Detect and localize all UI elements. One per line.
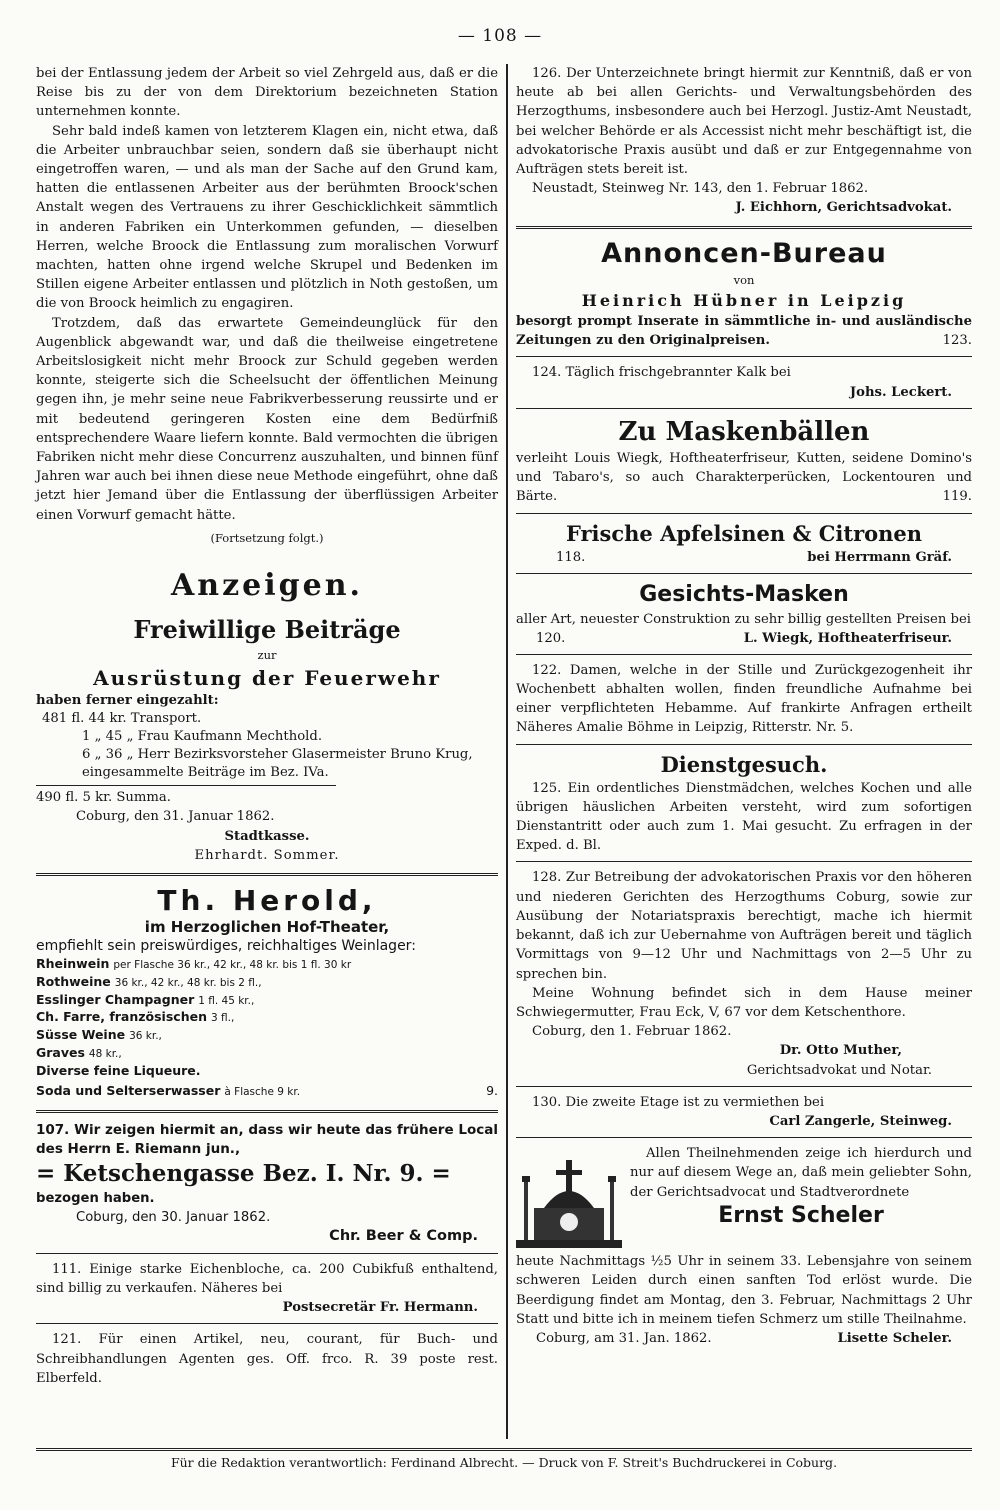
gesichts-text: aller Art, neuester Construktion zu sehr billig gestellten Preisen bei	[516, 611, 971, 627]
herold-number: 9.	[486, 1082, 498, 1098]
beitraege-zur: zur	[257, 648, 277, 663]
annoncen-advert	[516, 237, 972, 351]
contribution-line: 6 „ 36 „ Herr Bezirksvorsteher Glasermeister Bruno Krug, eingesammelte Beiträge im Bez. IVa.	[82, 747, 473, 781]
kalk-text: 124. Täglich frischgebrannter Kalk bei	[532, 365, 791, 381]
beer-signer: Chr. Beer & Comp.	[329, 1228, 478, 1245]
article-paragraph: bei der Entlassung jedem der Arbeit so viel Zehrgeld aus, daß er die Reise bis zu der von dem Direktorium bezeichneten Station unternehmen konnte.	[36, 66, 498, 120]
annoncen-text: besorgt prompt Inserate in sämmtliche in- und ausländische Zeitungen zu den Originalpreisen.	[516, 313, 972, 349]
apfel-number: 118.	[556, 549, 586, 565]
annoncen-title: Annoncen-Bureau	[601, 237, 887, 269]
muther-signer: Dr. Otto Muther,	[779, 1043, 902, 1059]
wine-item: Soda und Selterserwasser à Flasche 9 kr. 9.	[36, 1082, 498, 1098]
beer-place-date: Coburg, den 30. Januar 1862.	[76, 1210, 271, 1226]
contribution-line: 481 fl. 44 kr. Transport.	[42, 711, 202, 727]
beitraege-subtitle: Ausrüstung der Feuerwehr	[93, 666, 441, 691]
muther-text: 128. Zur Betreibung der advokatorischen Praxis vor den höheren und niederen Gerichten des Herzogthums Coburg, sowie zur Ausübung der Notariatspraxis berechtigt, mache ich hiermit bekannt, daß ich zur Uebernahme von Aufträgen bereit und täglich Vormittags von 9—12 Uhr und Nachmittags von 2—5 Uhr zu sprechen bin.	[516, 870, 972, 982]
beitraege-intro: haben ferner eingezahlt:	[36, 693, 219, 709]
beitraege-signers: Ehrhardt. Sommer.	[194, 847, 340, 863]
bloche-signer: Postsecretär Fr. Hermann.	[282, 1300, 478, 1316]
beer-advert	[36, 1121, 498, 1247]
wine-item: Süsse Weine 36 kr.,	[36, 1027, 162, 1043]
beitraege-notice	[36, 614, 498, 865]
wine-item: Ch. Farre, französischen 3 fl.,	[36, 1009, 235, 1025]
dienst-title: Dienstgesuch.	[660, 751, 828, 777]
dienst-text: 125. Ein ordentliches Dienstmädchen, welches Kochen und alle übrigen häuslichen Arbeiten versteht, wird zum sofortigen Dienstantritt oder auch zum 1. Mai gesucht. Zu erfragen in der Exped. d. Bl.	[516, 780, 972, 854]
gesichts-advert	[516, 580, 972, 648]
masken-number: 119.	[942, 489, 972, 505]
beer-moved: bezogen haben.	[36, 1191, 155, 1207]
article-paragraph: Trotzdem, daß das erwartete Gemeindeunglück für den Augenblick abgewandt war, und daß die theilweise eingetretene Arbeitslosigkeit nicht mehr Broock zur Schuld gegeben werden konnte, steigerte sich die Scheelsucht der öffentlichen Meinung gegen ihn, je mehr seine neue Fabrikverbesserung reussirte und er mit bedeutend geringeren Kosten eine dem Bedürfniß entsprechendere Waare liefern konnte. Bald vermochten die übrigen Fabriken nicht mehr diese Concurrenz auszuhalten, und binnen fünf Jahren war auch bei ihnen diese neue Methode eingeführt, ohne daß jetzt hier Jemand über die Entlassung der überflüssigen Arbeiter einen Vorwurf gemacht hätte.	[36, 315, 498, 523]
page-number: — 108 —	[457, 26, 543, 46]
wine-item: Rothweine 36 kr., 42 kr., 48 kr. bis 2 fl.,	[36, 973, 262, 989]
continued-note: (Fortsetzung folgt.)	[210, 530, 324, 545]
etage-text: 130. Die zweite Etage ist zu vermiethen bei	[532, 1094, 825, 1110]
eichhorn-notice	[516, 64, 972, 218]
eichhorn-text: 126. Der Unterzeichnete bringt hiermit zur Kenntniß, daß er von heute ab bei allen Gerichts- und Verwaltungsbehörden des Herzogthums, insbesondere auch bei Herzogl. Justiz-Amt Neustadt, bei welcher Behörde er als Accessist nicht mehr beschäftigt ist, die advokatorische Praxis ausübt und daß er zur Entgegennahme von Aufträgen stets bereit ist.	[516, 66, 972, 178]
trauer-text2: heute Nachmittags ½5 Uhr in seinem 33. Lebensjahre von seinem schweren Leiden durch einen sanften Tod erlöst wurde. Die Beerdigung findet am Montag, den 3. Februar, Nachmittags 2 Uhr Statt und bitte ich in meinem tiefen Schmerz um stille Theilnahme.	[516, 1254, 972, 1327]
beer-address: = Ketschengasse Bez. I. Nr. 9. =	[36, 1160, 451, 1188]
beitraege-sum: 490 fl. 5 kr. Summa.	[36, 790, 171, 806]
trauer-place-date: Coburg, am 31. Jan. 1862.	[536, 1330, 712, 1346]
muther-title: Gerichtsadvokat und Notar.	[746, 1062, 932, 1078]
article-paragraph: Sehr bald indeß kamen von letzterem Klagen ein, nicht etwa, daß die Arbeiter unbrauchbar seien, sondern daß sie überhaupt nicht eingetroffen waren, — und als man der Sache auf den Grund kam, hatten die entlassenen Arbeiter aus der berühmten Broock'schen Anstalt wegen des Vertrauens zu ihrer Geschicklichkeit sämmtlich in anderen Fabriken ein Unterkommen gefunden, — dieselben Herren, welche Broock die Entlassung zum moralischen Vorwurf machten, hatten ohne irgend welche Skrupel und Bedenken im Stillen eigene Arbeiter entlassen und plötzlich in Noth gestoßen, um die von Broock heimlich zu engagiren.	[36, 123, 498, 312]
annoncen-von: von	[733, 272, 755, 287]
kalk-advert	[516, 363, 972, 401]
masken-text: verleiht Louis Wiegk, Hoftheaterfriseur, Kutten, seidene Domino's und Tabaro's, so auch Charakterperücken, Lockentouren und Bärte.	[516, 450, 972, 505]
wine-item: Esslinger Champagner 1 fl. 45 kr.,	[36, 991, 255, 1007]
gesichts-title: Gesichts-Masken	[639, 581, 849, 607]
trauer-signer: Lisette Scheler.	[837, 1330, 952, 1346]
trauer-text: Allen Theilnehmenden zeige ich hierdurch und nur auf diesem Wege an, daß mein geliebter Sohn, der Gerichtsadvocat und Stadtverordnete	[630, 1146, 972, 1200]
muther-place-date: Coburg, den 1. Februar 1862.	[532, 1024, 732, 1040]
beitraege-title: Freiwillige Beiträge	[133, 615, 401, 645]
etage-advert	[516, 1093, 972, 1131]
apfel-text: bei Herrmann Gräf.	[807, 549, 952, 565]
etage-signer: Carl Zangerle, Steinweg.	[769, 1113, 952, 1129]
wine-item: Graves 48 kr.,	[36, 1045, 122, 1061]
anzeigen-title: Anzeigen.	[171, 568, 363, 604]
muther-notice	[516, 868, 972, 1079]
apfel-advert	[516, 520, 972, 567]
bloche-text: 111. Einige starke Eichenbloche, ca. 200 Cubikfuß enthaltend, sind billig zu verkaufen. Näheres bei	[36, 1261, 498, 1296]
apfel-title: Frische Apfelsinen & Citronen	[565, 520, 923, 546]
muther-text2: Meine Wohnung befindet sich in dem Hause meiner Schwiegermutter, Frau Eck, V, 67 vor dem Ketschenthore.	[516, 985, 972, 1020]
wine-item: Diverse feine Liqueure.	[36, 1062, 201, 1078]
herold-advert	[36, 884, 498, 1102]
herold-name: Th. Herold,	[157, 884, 377, 918]
funeral-monument-icon	[516, 1146, 622, 1250]
contribution-line: 1 „ 45 „ Frau Kaufmann Mechthold.	[82, 729, 323, 745]
masken-title: Zu Maskenbällen	[618, 416, 870, 447]
eichhorn-place-date: Neustadt, Steinweg Nr. 143, den 1. Februar 1862.	[532, 181, 869, 197]
gesichts-signer: L. Wiegk, Hoftheaterfriseur.	[743, 630, 952, 646]
beer-text: 107. Wir zeigen hiermit an, dass wir heute das frühere Local des Herrn E. Riemann jun.,	[36, 1121, 498, 1157]
damen-advert: 122. Damen, welche in der Stille und Zurückgezogenheit ihr Wochenbett abhalten wollen, finden freundliche Aufnahme bei einer verpflichteten Hebamme. Auf frankirte Anfragen ertheilt Näheres Amalie Böhme in Leipzig, Ritterstr. Nr. 5.	[516, 662, 972, 736]
annoncen-number: 123.	[942, 333, 972, 349]
kalk-signer: Johs. Leckert.	[849, 384, 952, 400]
herold-location: im Herzoglichen Hof-Theater,	[144, 918, 390, 937]
left-column	[36, 64, 498, 1388]
dienst-advert	[516, 751, 972, 856]
herold-tagline: empfiehlt sein preiswürdiges, reichhaltiges Weinlager:	[36, 938, 416, 955]
gesichts-number: 120.	[536, 630, 566, 646]
annoncen-name: Heinrich Hübner in Leipzig	[581, 290, 907, 310]
right-column	[516, 64, 972, 1348]
column-divider	[506, 64, 508, 1439]
bloche-advert	[36, 1260, 498, 1318]
trauer-name: Ernst Scheler	[718, 1202, 884, 1228]
masken-advert	[516, 415, 972, 507]
wine-list	[36, 956, 498, 1102]
wine-item: Rheinwein per Flasche 36 kr., 42 kr., 48 kr. bis 1 fl. 30 kr	[36, 956, 352, 972]
contribution-list	[36, 710, 498, 782]
eichhorn-signer: J. Eichhorn, Gerichtsadvokat.	[735, 200, 952, 216]
page-footer: Für die Redaktion verantwortlich: Ferdinand Albrecht. — Druck von F. Streit's Buchdruckerei in Coburg.	[36, 1448, 972, 1470]
beitraege-office: Stadtkasse.	[224, 828, 310, 844]
trauer-notice	[516, 1144, 972, 1348]
artikel-advert: 121. Für einen Artikel, neu, courant, für Buch- und Schreibhandlungen Agenten ges. Off. frco. R. 39 poste rest. Elberfeld.	[36, 1332, 498, 1386]
beitraege-place-date: Coburg, den 31. Januar 1862.	[76, 809, 275, 825]
